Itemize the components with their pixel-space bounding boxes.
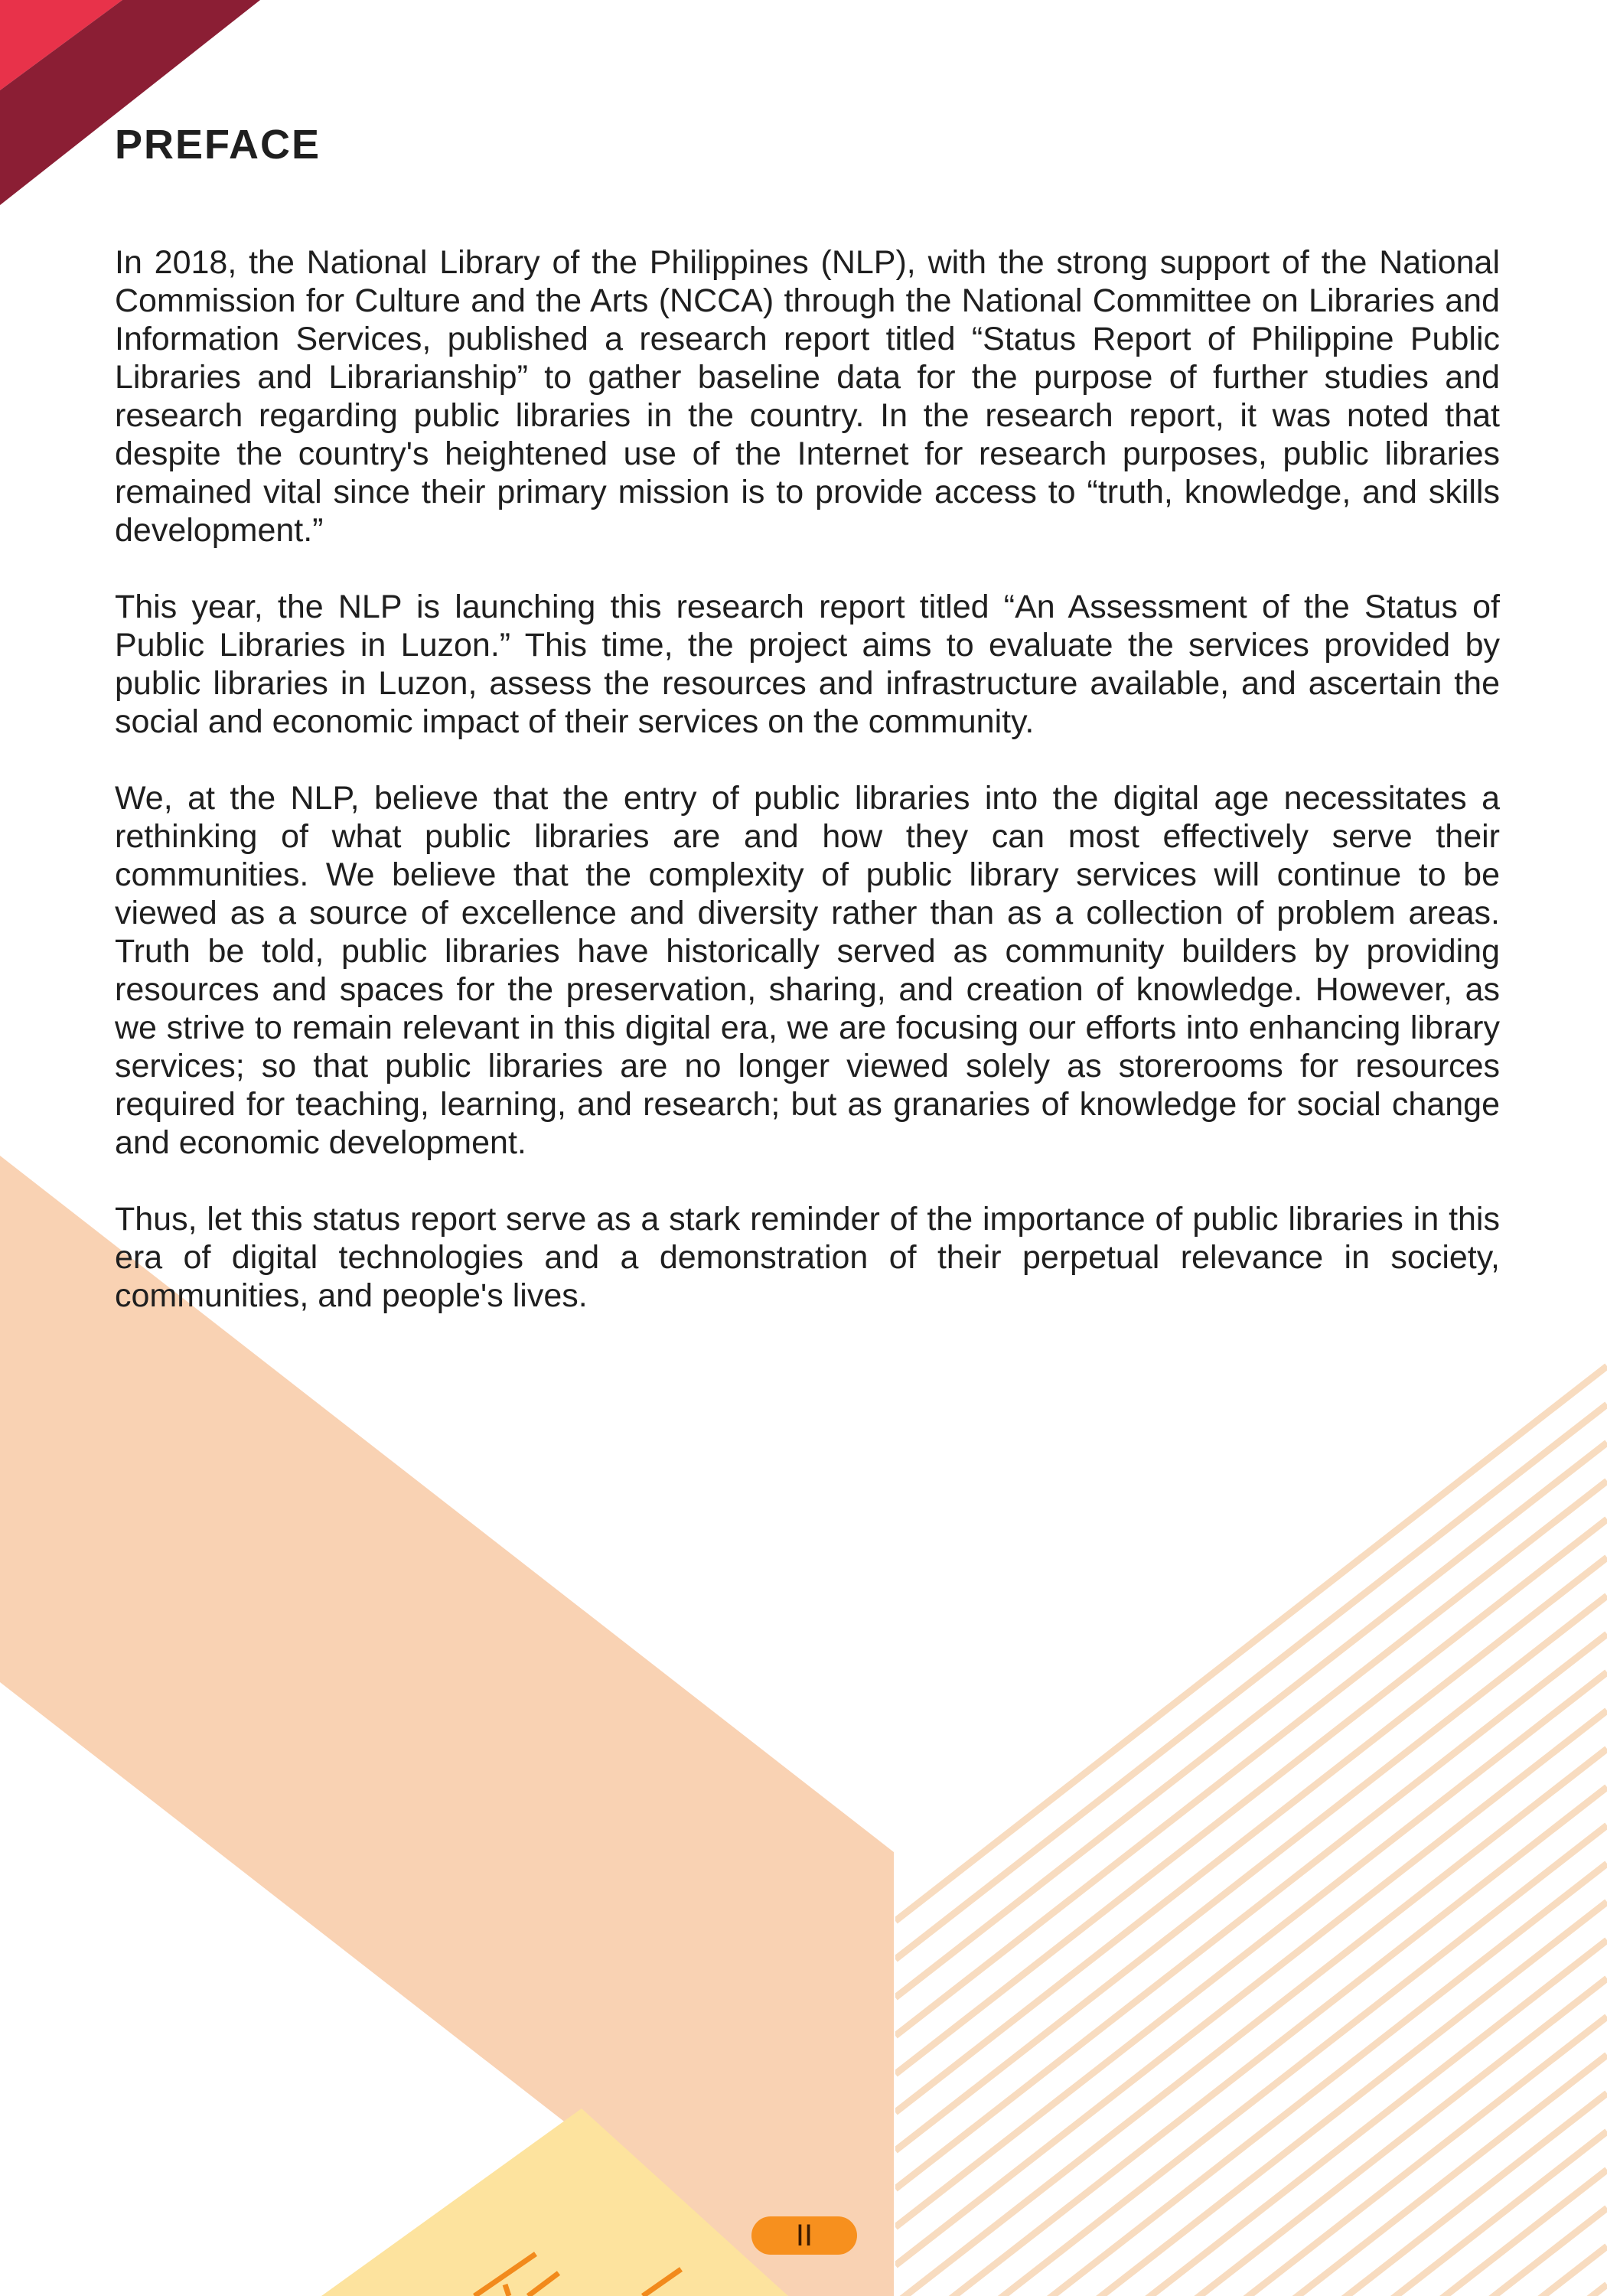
page-number: II	[795, 2218, 813, 2252]
page-number-badge	[751, 2216, 857, 2255]
preface-body	[115, 243, 1500, 1353]
stripe-pattern	[895, 1366, 1607, 2296]
paragraph: Thus, let this status report serve as a stark reminder of the importance of public libraries in this era of digital technologies and a demonstration of their perpetual relevance in society, communities, and people's lives.	[115, 1201, 1500, 1314]
page-title: PREFACE	[115, 122, 321, 168]
paragraph: This year, the NLP is launching this research report titled “An Assessment of the Status of Public Libraries in Luzon.” This time, the project aims to evaluate the services provided by public libraries in Luzon, assess the resources and infrastructure available, and ascertain the social and economic impact of their services on the community.	[115, 589, 1500, 740]
paragraph: In 2018, the National Library of the Philippines (NLP), with the strong support of the National Commission for Culture and the Arts (NCCA) through the National Committee on Libraries and Information Services, published a research report titled “Status Report of Philippine Public Libraries and Librarianship” to gather baseline data for the purpose of further studies and research regarding public libraries in the country. In the research report, it was noted that despite the country's heightened use of the Internet for research purposes, public libraries remained vital since their primary mission is to provide access to “truth, knowledge, and skills development.”	[115, 244, 1500, 549]
paragraph: We, at the NLP, believe that the entry of public libraries into the digital age necessitates a rethinking of what public libraries are and how they can most effectively serve their communities. We believe that the complexity of public library services will continue to be viewed as a source of excellence and diversity rather than as a collection of problem areas. Truth be told, public libraries have historically served as community builders by providing resources and spaces for the preservation, sharing, and creation of knowledge. However, as we strive to remain relevant in this digital era, we are focusing our efforts into enhancing library services; so that public libraries are no longer viewed solely as storerooms for resources required for teaching, learning, and research; but as granaries of knowledge for social change and economic development.	[115, 780, 1500, 1161]
